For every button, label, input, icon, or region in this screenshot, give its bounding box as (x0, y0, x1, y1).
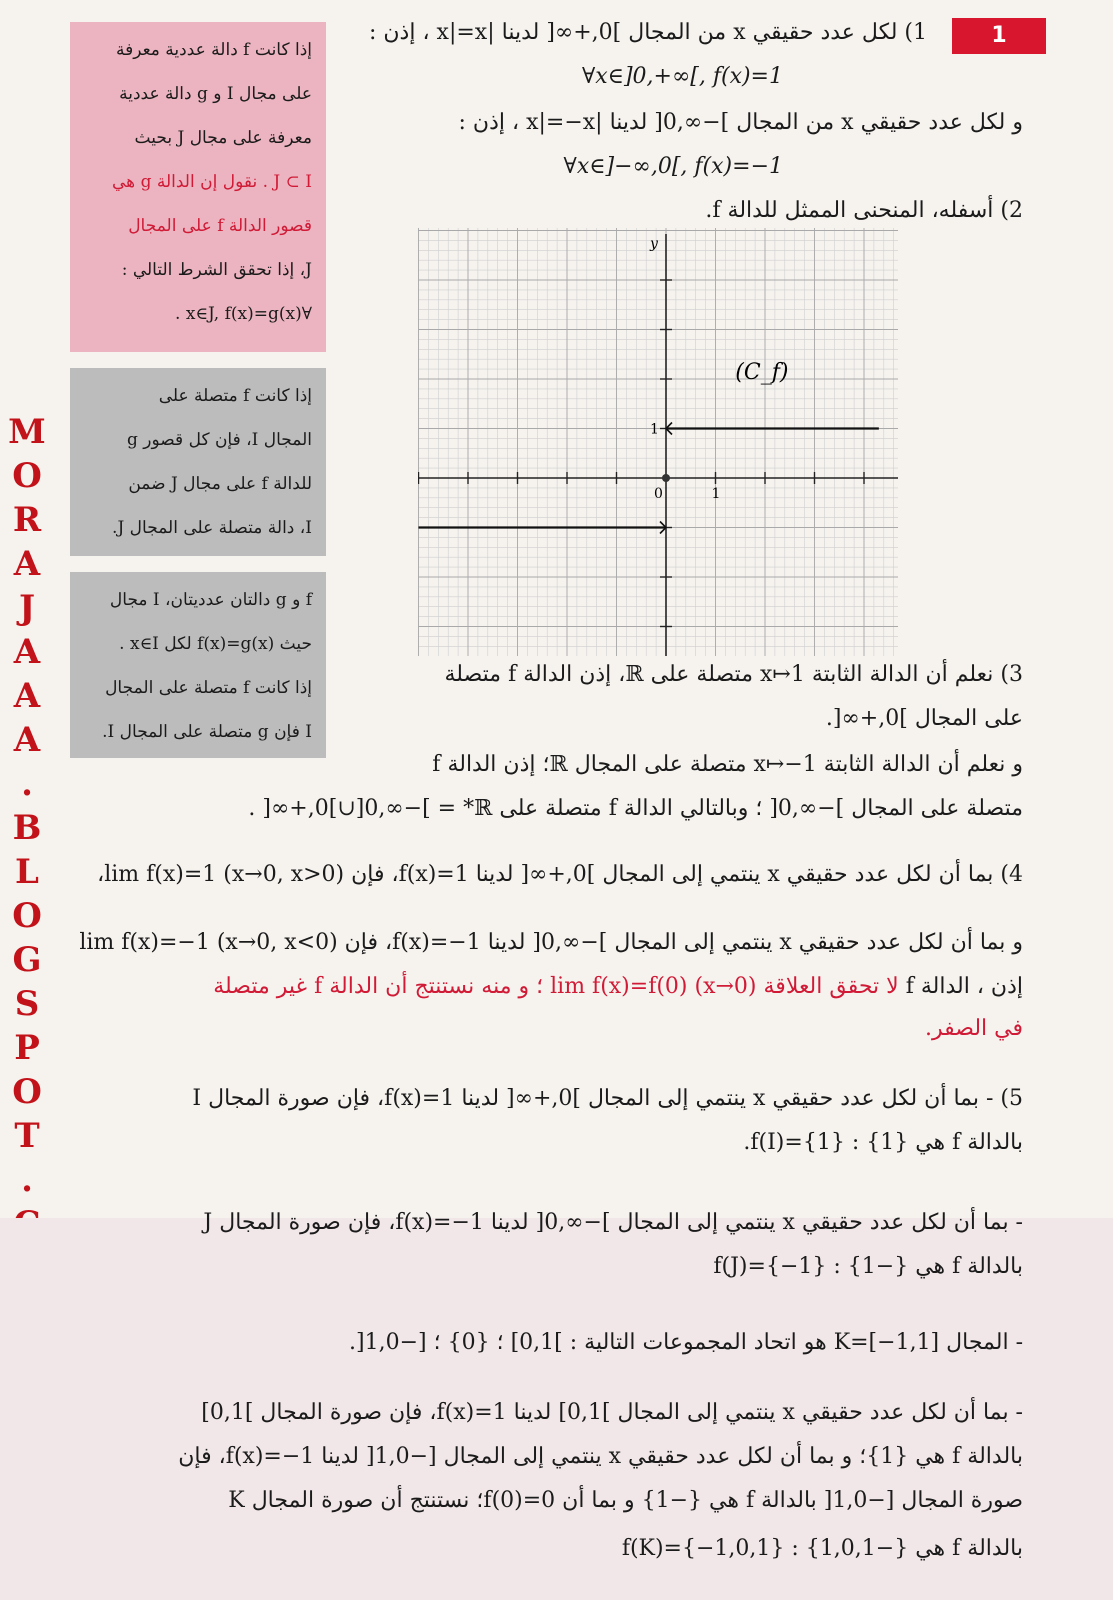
box-line: للدالة f على مجال J ضمن (128, 474, 312, 494)
text-line: بالدالة f هي {1}؛ و بما أن لكل عدد حقيقي x ينتمي إلى المجال [−1,0[ لدينا f(x)=−1، فإن (178, 1444, 1023, 1469)
watermark-letter: R (12, 500, 42, 540)
text-fragment: إذن ، الدالة f (905, 974, 1023, 999)
x-tick-label: 1 (711, 486, 721, 502)
text-fragment-highlight: ؛ و منه نستنتج أن الدالة f غير متصلة (213, 974, 544, 999)
watermark-letter: A (13, 544, 41, 584)
text-line: 3) نعلم أن الدالة الثابتة x↦1 متصلة على ℝ، إذن الدالة f متصلة (444, 662, 1023, 687)
box-line: J ⊂ I . نقول إن الدالة g هي (112, 172, 312, 192)
watermark-letter: J (18, 588, 36, 628)
box-line: J، إذا تحقق الشرط التالي : (121, 260, 312, 280)
box-line: I فإن g متصلة على المجال I. (102, 722, 312, 742)
text-line: على المجال ]0,+∞[. (825, 706, 1023, 731)
watermark-letter: P (14, 1028, 40, 1068)
watermark-letter: . (21, 1160, 33, 1200)
text-fragment-highlight: لا تحقق العلاقة lim f(x)=f(0) (x→0) (550, 974, 899, 999)
watermark-letter: A (13, 632, 41, 672)
vertical-watermark (4, 410, 50, 1334)
text-line: بالدالة f هي {−1,0,1} : f(K)={−1,0,1} (621, 1536, 1023, 1561)
text-line: و لكل عدد حقيقي x من المجال ]−∞,0[ لدينا |x|=−x ، إذن : (458, 110, 1023, 135)
text-line: بالدالة f هي {1} : f(I)={1}. (743, 1130, 1023, 1155)
text-line: 2) أسفله، المنحنى الممثل للدالة f. (705, 198, 1023, 223)
text-line: - بما أن لكل عدد حقيقي x ينتمي إلى المجال ]−∞,0[ لدينا f(x)=−1، فإن صورة المجال J (203, 1210, 1023, 1235)
watermark-letter: O (12, 1072, 42, 1112)
text-line: و نعلم أن الدالة الثابتة x↦−1 متصلة على المجال ℝ؛ إذن الدالة f (432, 752, 1023, 777)
box-line: f و g دالتان عدديتان، I مجال (109, 590, 312, 610)
box-line: على مجال I و g دالة عددية (119, 84, 312, 104)
watermark-letter: B (12, 808, 42, 848)
x-tick-label: 0 (654, 486, 663, 502)
formula-line: ∀x∈]0,+∞[, f(x)=1 (581, 64, 783, 89)
text-line: 4) بما أن لكل عدد حقيقي x ينتمي إلى المجال ]0,+∞[ لدينا f(x)=1، فإن lim f(x)=1 (x→0, x>0)، (97, 862, 1023, 887)
text-line: 1) لكل عدد حقيقي x من المجال ]0,+∞[ لدينا |x|=x ، إذن : (368, 20, 927, 45)
formula-line: ∀x∈]−∞,0[, f(x)=−1 (563, 154, 783, 179)
box-line: المجال I، فإن كل قصور g (127, 430, 312, 450)
text-line: بالدالة f هي {−1} : f(J)={−1} (713, 1254, 1023, 1279)
property-box-continuity-restriction (70, 368, 326, 556)
box-line: I، دالة متصلة على المجال J. (112, 518, 312, 538)
point-origin (662, 474, 670, 482)
exercise-number-badge: 1 (952, 18, 1046, 54)
box-line: ∀x∈J, f(x)=g(x) . (175, 304, 312, 324)
watermark-letter: . (21, 764, 33, 804)
watermark-letter: S (14, 984, 40, 1024)
text-line-highlight: في الصفر. (924, 1016, 1023, 1041)
watermark-letter: O (12, 896, 42, 936)
box-line: إذا كانت f متصلة على المجال (105, 678, 312, 698)
text-line: - المجال K=[−1,1] هو اتحاد المجموعات التالية : ]0,1] ؛ {0} ؛ [−1,0[. (349, 1330, 1023, 1355)
watermark-letter: G (12, 940, 42, 980)
watermark-letter: T (14, 1116, 40, 1156)
text-line: صورة المجال [−1,0[ بالدالة f هي {−1} و بما أن f(0)=0؛ نستنتج أن صورة المجال K (228, 1488, 1023, 1513)
watermark-letter: L (15, 852, 39, 892)
watermark-letter: A (13, 720, 41, 760)
text-line: متصلة على المجال ]−∞,0[ ؛ وبالتالي الدالة f متصلة على ℝ* = ]−∞,0[∪]0,+∞[ . (248, 796, 1023, 821)
curve-label: (C_f) (735, 360, 789, 385)
watermark-letter: O (12, 456, 42, 496)
box-line: حيث f(x)=g(x) لكل x∈I . (119, 634, 312, 654)
text-line: 5) - بما أن لكل عدد حقيقي x ينتمي إلى المجال ]0,+∞[ لدينا f(x)=1، فإن صورة المجال I (192, 1086, 1023, 1111)
box-line: معرفة على مجال J بحيث (134, 128, 312, 148)
box-line: إذا كانت f دالة عددية معرفة (115, 40, 312, 60)
text-line: - بما أن لكل عدد حقيقي x ينتمي إلى المجال ]0,1] لدينا f(x)=1، فإن صورة المجال ]0,1] (201, 1400, 1023, 1425)
function-graph (418, 228, 898, 656)
text-line-conclusion (213, 974, 1023, 999)
box-line: إذا كانت f متصلة على (158, 386, 312, 406)
y-axis-label: y (650, 236, 658, 252)
watermark-letter: A (13, 676, 41, 716)
watermark-letter: M (8, 412, 46, 452)
text-line: و بما أن لكل عدد حقيقي x ينتمي إلى المجال ]−∞,0[ لدينا f(x)=−1، فإن lim f(x)=−1 (x→0, x<0) (79, 930, 1023, 955)
definition-box-restriction (70, 22, 326, 352)
y-tick-label: 1 (650, 421, 659, 438)
property-box-equal-functions (70, 572, 326, 758)
box-line: قصور الدالة f على المجال (128, 216, 312, 236)
